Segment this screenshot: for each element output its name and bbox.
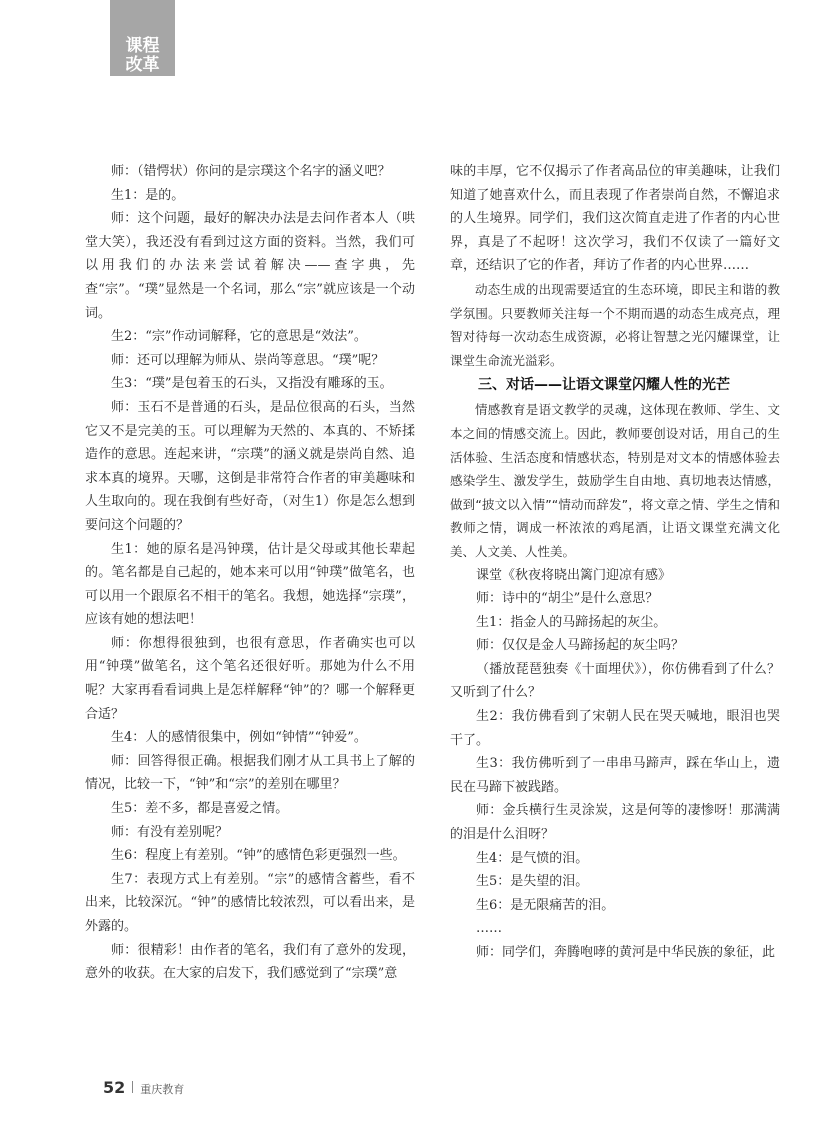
paragraph: 生1：指金人的马蹄扬起的灰尘。 <box>476 614 667 630</box>
paragraph: 师：（错愕状）你问的是宗璞这个名字的涵义吧？ <box>111 164 391 179</box>
paragraph: 生5：差不多，都是喜爱之情。 <box>111 801 289 817</box>
paragraph: 师：金兵横行生灵涂炭，这是何等的凄惨呀！那满满的泪是什么泪呀？ <box>450 803 780 843</box>
paragraph: 生4：人的感情很集中，例如“钟情”“钟爱”。 <box>111 730 367 746</box>
left-column <box>85 160 415 986</box>
magazine-name: 重庆教育 <box>140 1083 185 1096</box>
paragraph: 师：诗中的“胡尘”是什么意思？ <box>476 591 659 607</box>
paragraph: 师：回答得很正确。根据我们刚才从工具书上了解的情况，比较一下，“钟”和“宗”的差别在哪里？ <box>85 753 415 793</box>
paragraph: 生7：表现方式上有差别。“宗”的感情含蓄些，看不出来，比较深沉。“钟”的感情比较浓烈，可以看出来，是外露的。 <box>85 871 415 934</box>
paragraph: 师：有没有差别呢？ <box>111 824 229 840</box>
paragraph: 生6：程度上有差别。“钟”的感情色彩更强烈一些。 <box>111 848 406 864</box>
paragraph: 师：玉石不是普通的石头，是品位很高的石头，当然它又不是完美的玉。可以理解为天然的、本真的、不矫揉造作的意思。连起来讲，“宗璞”的涵义就是崇尚自然、追求本真的境界。天哪，这倒是非常符合作者的审美趣味和人生取向的。现在我倒有些好奇，（对生1）你是怎么想到要问这个问题的？ <box>85 399 415 533</box>
column-tag-line1: 课程 <box>125 36 160 56</box>
paragraph: 生6：是无限痛苦的泪。 <box>476 897 615 913</box>
paragraph: 生2：“宗”作动词解释，它的意思是“效法”。 <box>111 329 367 345</box>
paragraph: 课堂《秋夜将晓出篱门迎凉有感》 <box>476 567 672 583</box>
paragraph: 师：这个问题，最好的解决办法是去问作者本人（哄堂大笑），我还没有看到过这方面的资料。当然，我们可以用我们的办法来尝试着解决——查字典，先查“宗”。“璞”显然是一个名词，那么“宗”就应该是一个动词。 <box>85 211 415 321</box>
page-number: 52 <box>103 1078 126 1097</box>
paragraph: 情感教育是语文教学的灵魂，这体现在教师、学生、文本之间的情感交流上。因此，教师要创设对话，用自己的生活体验、生活态度和情感状态，特别是对文本的情感体验去感染学生、激发学生，鼓励学生自由地、真切地表达情感，做到“披文以入情”“情动而辞发”，将文章之情、学生之情和教师之情，调成一杯浓浓的鸡尾酒，让语文课堂充满文化美、人文美、人性美。 <box>450 402 780 559</box>
paragraph: 师：仅仅是金人马蹄扬起的灰尘吗？ <box>476 638 685 654</box>
paragraph: 师：你想得很独到，也很有意思，作者确实也可以用“钟璞”做笔名，这个笔名还很好听。那她为什么不用呢？大家再看看词典上是怎样解释“钟”的？哪一个解释更合适？ <box>85 635 415 722</box>
column-tag <box>110 0 175 76</box>
paragraph: 生1：她的原名是冯钟璞，估计是父母或其他长辈起的。笔名都是自己起的，她本来可以用“钟璞”做笔名，也可以用一个跟原名不相干的笔名。我想，她选择“宗璞”，应该有她的想法吧！ <box>85 541 415 628</box>
page-footer <box>103 1078 184 1097</box>
paragraph: 生3：我仿佛听到了一串串马蹄声，踩在华山上，遗民在马蹄下被践踏。 <box>450 756 780 795</box>
paragraph: 师：同学们，奔腾咆哮的黄河是中华民族的象征，此 <box>476 945 776 960</box>
paragraph: 生2：我仿佛看到了宋朝人民在哭天喊地，眼泪也哭干了。 <box>450 709 780 748</box>
paragraph: 动态生成的出现需要适宜的生态环境，即民主和谐的教学氛围。只要教师关注每一个不期而遇的动态生成亮点，理智对待每一次动态生成资源，必将让智慧之光闪耀课堂，让课堂生命流光溢彩。 <box>450 281 780 368</box>
footer-divider <box>132 1081 133 1093</box>
paragraph: 师：很精彩！由作者的笔名，我们有了意外的发现，意外的收获。在大家的启发下，我们感觉到了“宗璞”意 <box>85 942 415 982</box>
right-column <box>450 160 780 965</box>
paragraph: （播放琵琶独奏《十面埋伏》），你仿佛看到了什么？又听到了什么？ <box>450 661 780 701</box>
paragraph: 师：还可以理解为师从、崇尚等意思。“璞”呢？ <box>111 352 385 368</box>
paragraph: …… <box>476 921 502 937</box>
paragraph: 生1：是的。 <box>111 187 185 203</box>
paragraph: 生5：是失望的泪。 <box>476 874 589 890</box>
paragraph: 生3：“璞”是包着玉的石头，又指没有雕琢的玉。 <box>111 376 393 392</box>
paragraph: 生4：是气愤的泪。 <box>476 850 589 866</box>
column-tag-line2: 改革 <box>125 55 160 75</box>
section-heading: 三、对话——让语文课堂闪耀人性的光芒 <box>478 377 730 394</box>
paragraph: 味的丰厚，它不仅揭示了作者高品位的审美趣味，让我们知道了她喜欢什么，而且表现了作者崇尚自然，不懈追求的人生境界。同学们，我们这次简直走进了作者的内心世界，真是了不起呀！这次学习，我们不仅读了一篇好文章，还结识了它的作者，拜访了作者的内心世界…… <box>450 164 780 274</box>
